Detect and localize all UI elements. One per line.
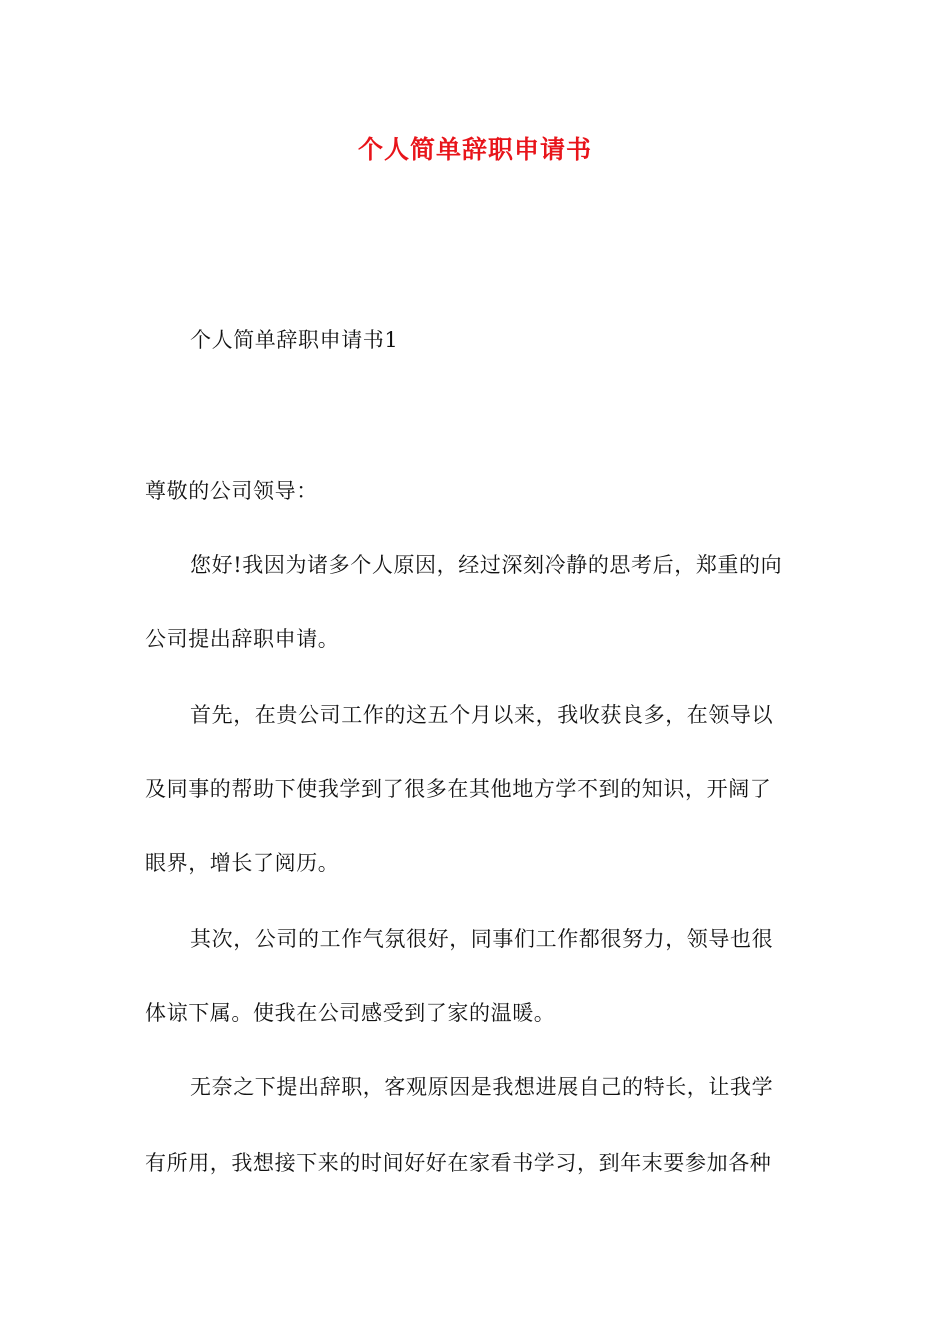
section-heading: 个人简单辞职申请书1 [190, 328, 399, 352]
salutation: 尊敬的公司领导： [145, 479, 318, 503]
document-title: 个人简单辞职申请书 [357, 135, 592, 164]
paragraph-line: 首先，在贵公司工作的这五个月以来，我收获良多，在领导以 [190, 703, 774, 727]
paragraph-line: 有所用，我想接下来的时间好好在家看书学习，到年末要参加各种 [145, 1151, 772, 1175]
paragraph-line: 眼界，增长了阅历。 [145, 851, 340, 875]
paragraph-line: 公司提出辞职申请。 [145, 627, 340, 651]
paragraph-line: 无奈之下提出辞职，客观原因是我想进展自己的特长，让我学 [190, 1075, 774, 1099]
paragraph-line: 您好!我因为诸多个人原因，经过深刻冷静的思考后，郑重的向 [190, 553, 783, 577]
paragraph-line: 及同事的帮助下使我学到了很多在其他地方学不到的知识，开阔了 [145, 777, 772, 801]
paragraph-line: 体谅下属。使我在公司感受到了家的温暖。 [145, 1001, 556, 1025]
paragraph-line: 其次，公司的工作气氛很好，同事们工作都很努力，领导也很 [190, 927, 774, 951]
